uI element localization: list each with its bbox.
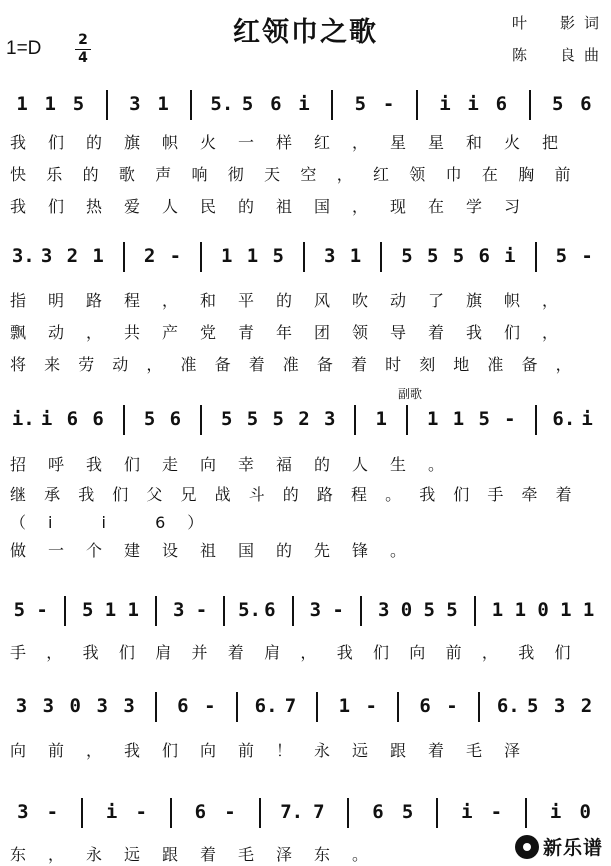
note: 3 (17, 801, 29, 823)
meter-top: 2 (78, 32, 88, 48)
note: i. (11, 408, 35, 430)
score-row-4 (0, 594, 611, 634)
note: 5 (354, 93, 367, 115)
note: 5. (210, 93, 234, 115)
note: 5 (526, 695, 539, 717)
bar-line (525, 798, 527, 828)
note: 1 (426, 408, 439, 430)
note: 6 (419, 695, 431, 717)
score-row-1 (0, 88, 611, 128)
note: 1 (491, 599, 504, 621)
note: 5 (551, 93, 564, 115)
note: 6 (478, 245, 490, 267)
bar-line (81, 798, 83, 828)
lyricist-credit: 叶 影词 (512, 14, 609, 32)
note: 5 (401, 245, 413, 267)
note: 5 (72, 93, 85, 115)
note: 7 (284, 695, 297, 717)
bar-line (416, 90, 418, 120)
note: 5 (426, 245, 439, 267)
bar-line (123, 405, 125, 435)
note: 0 (537, 599, 549, 621)
note: - (581, 245, 593, 267)
note: 3 (40, 245, 53, 267)
note: 1 (44, 93, 56, 115)
note: 0 (400, 599, 413, 621)
key-signature: 1=D (6, 38, 42, 59)
note: 5. (238, 599, 261, 621)
site-logo (515, 833, 603, 860)
bar-line (406, 405, 408, 435)
note: i (439, 93, 451, 115)
note: 1 (349, 245, 362, 267)
note: 6 (169, 408, 182, 430)
lyric-text: 我们的旗帜火一样红，星星和火把 (10, 133, 581, 152)
bar-line (436, 798, 438, 828)
note: 3 (553, 695, 566, 717)
note: 6. (254, 695, 278, 717)
note: i (461, 801, 473, 823)
note: 3 (129, 93, 141, 115)
note: 1 (16, 93, 28, 115)
note: 1 (157, 93, 169, 115)
note: 2 (298, 408, 310, 430)
lyric-line (0, 738, 611, 760)
note: 3 (309, 599, 322, 621)
lyric-text: 东，永远跟着毛泽东。 (10, 845, 391, 864)
note: 1 (221, 245, 233, 267)
lyric-line (0, 162, 611, 184)
bar-line (190, 90, 192, 120)
bar-line (380, 242, 382, 272)
note: 6 (372, 801, 384, 823)
lyric-text: 向前，我们向前！永远跟着毛泽 (10, 741, 543, 760)
note: 5 (81, 599, 94, 621)
lyric-text: 招呼我们走向幸福的人生。 (10, 455, 467, 474)
note: 3 (324, 408, 336, 430)
note: 1 (104, 599, 117, 621)
note: 7 (313, 801, 325, 823)
lyric-text: 飘动，共产党青年团领导着我们， (10, 323, 581, 342)
note: i (549, 801, 562, 823)
lyric-text: 做一个建设祖国的先锋。 (10, 541, 429, 560)
note: 5 (446, 599, 458, 621)
note: 2 (66, 245, 79, 267)
note: 5 (401, 801, 414, 823)
note: - (446, 695, 458, 717)
note: 1 (514, 599, 527, 621)
note: 1 (375, 408, 387, 430)
lyric-text: 我们热爱人民的祖国，现在学习 (10, 197, 543, 216)
bar-line (535, 405, 537, 435)
lyric-line (0, 538, 611, 560)
note: 6 (92, 408, 104, 430)
note: 5 (241, 93, 254, 115)
lyric-line (0, 288, 611, 310)
note: 0 (579, 801, 591, 823)
lyric-line (0, 452, 611, 474)
note: - (169, 245, 182, 267)
bar-line (106, 90, 108, 120)
notation-line (0, 690, 611, 724)
score-row-2 (0, 240, 611, 280)
note: i (40, 408, 53, 430)
lyric-text: 手，我们肩并着肩，我们向前，我们 (10, 643, 591, 662)
note: 3 (42, 695, 55, 717)
note: 3 (324, 245, 336, 267)
note: 6 (194, 801, 207, 823)
score-row-5 (0, 690, 611, 730)
bar-line (236, 692, 238, 722)
note: 1 (246, 245, 259, 267)
note: 6. (496, 695, 520, 717)
bar-line (200, 405, 202, 435)
note: i (467, 93, 479, 115)
lyric-line (0, 194, 611, 216)
note: 5 (555, 245, 568, 267)
note: - (490, 801, 503, 823)
bar-line (535, 242, 537, 272)
note: 1 (92, 245, 104, 267)
note: 2 (580, 695, 593, 717)
note: 1 (452, 408, 465, 430)
note: i (581, 408, 593, 430)
bar-line (292, 596, 294, 626)
note: 1 (338, 695, 351, 717)
note: - (224, 801, 236, 823)
note: 6. (552, 408, 576, 430)
lyric-text: （i i 6） (10, 513, 226, 532)
lyric-text: 指明路程，和平的风吹动了旗帜， (10, 291, 581, 310)
notation-line (0, 403, 611, 437)
note: 3. (11, 245, 35, 267)
note: i (298, 93, 310, 115)
bar-line (354, 405, 356, 435)
composer-credit: 陈 良曲 (512, 46, 609, 64)
note: 0 (69, 695, 81, 717)
bar-line (155, 692, 157, 722)
refrain-label: 副歌 (398, 387, 423, 401)
note: 6 (270, 93, 282, 115)
lyric-line (0, 130, 611, 152)
note: 3 (15, 695, 28, 717)
note: 3 (173, 599, 185, 621)
note: 5 (272, 245, 284, 267)
bar-line (397, 692, 399, 722)
lyric-text: 快乐的歌声响彻天空，红领巾在胸前 (10, 165, 591, 184)
note: 1 (560, 599, 572, 621)
note: - (135, 801, 147, 823)
song-title: 红领巾之歌 (233, 17, 378, 48)
note: 7. (280, 801, 304, 823)
lyric-line (0, 352, 611, 374)
lyric-line (0, 320, 611, 342)
note: i (105, 801, 118, 823)
note: 5 (13, 599, 26, 621)
note: 1 (582, 599, 595, 621)
bar-line (170, 798, 172, 828)
bar-line (478, 692, 480, 722)
note: 6 (495, 93, 508, 115)
bar-line (155, 596, 157, 626)
note: - (36, 599, 48, 621)
note: - (46, 801, 59, 823)
bar-line (223, 596, 225, 626)
bar-line (259, 798, 261, 828)
note: 5 (272, 408, 284, 430)
note: - (365, 695, 377, 717)
note: 5 (478, 408, 490, 430)
notation-line (0, 88, 611, 122)
note: 6 (66, 408, 79, 430)
score-row-3 (0, 403, 611, 443)
lyric-line (0, 640, 611, 662)
note: - (382, 93, 395, 115)
note: 1 (127, 599, 139, 621)
bar-line (529, 90, 531, 120)
lyric-text: 继承我们父兄战斗的路程。我们手牵着 (10, 485, 590, 504)
note: - (504, 408, 516, 430)
lyric-text: 将来劳动，准备着准备着时刻地准备， (10, 355, 590, 374)
bar-line (360, 596, 362, 626)
logo-text: 新乐谱 (542, 837, 603, 859)
note: i (504, 245, 516, 267)
bar-line (123, 242, 125, 272)
notation-line (0, 240, 611, 274)
bar-line (200, 242, 202, 272)
note: 3 (123, 695, 135, 717)
lyric-line (0, 510, 611, 532)
notation-line (0, 796, 611, 830)
bar-line (331, 90, 333, 120)
note: 6 (580, 93, 592, 115)
bar-line (64, 596, 66, 626)
note: 5 (246, 408, 259, 430)
note: 3 (96, 695, 108, 717)
note: 6 (264, 599, 276, 621)
bar-line (347, 798, 349, 828)
note: - (332, 599, 344, 621)
note: - (204, 695, 216, 717)
note: 6 (177, 695, 189, 717)
lyric-line (0, 482, 611, 504)
meter-bottom: 4 (78, 50, 88, 66)
bar-line (303, 242, 305, 272)
bar-line (474, 596, 476, 626)
note: 5 (423, 599, 435, 621)
note: 3 (377, 599, 390, 621)
score-row-6 (0, 796, 611, 836)
note: - (195, 599, 208, 621)
note: 5 (221, 408, 233, 430)
note: 2 (143, 245, 156, 267)
bar-line (316, 692, 318, 722)
note: 5 (143, 408, 156, 430)
time-signature (75, 33, 91, 66)
note: 5 (452, 245, 465, 267)
disc-icon (515, 835, 539, 859)
notation-line (0, 594, 611, 628)
